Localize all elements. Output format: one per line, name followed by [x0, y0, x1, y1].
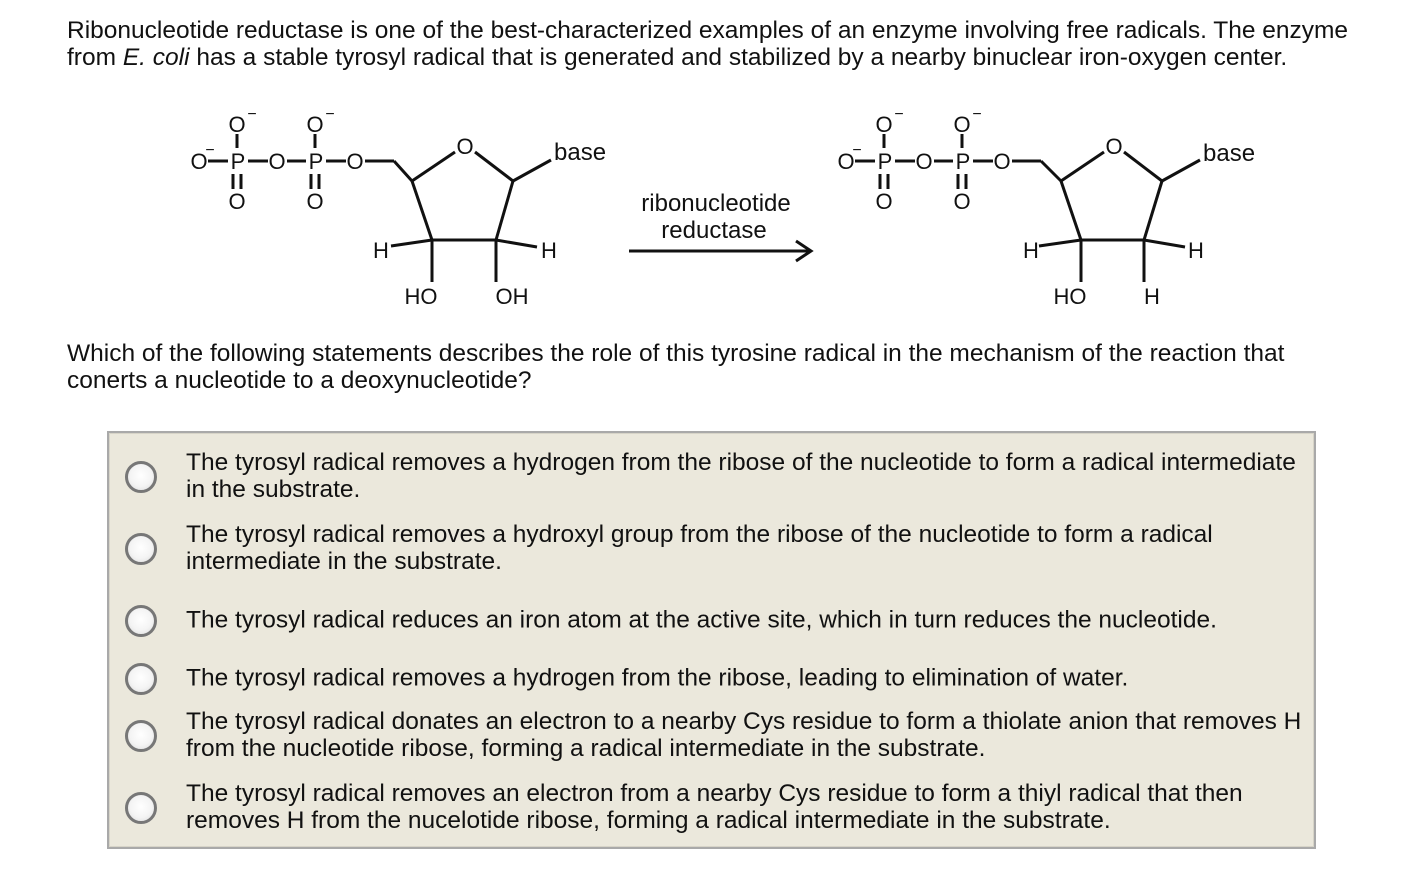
answer-option-4-text: The tyrosyl radical removes a hydrogen from the ribose, leading to elimination of water. [186, 664, 1129, 692]
arrow-label-line2: reductase [661, 217, 767, 244]
intro-text-part1: Ribonucleotide reductase is one of the best-characterized examples of an enzyme involving free radicals. The enzyme from [67, 17, 1349, 71]
intro-paragraph [67, 17, 1357, 71]
reaction-scheme-drawing [0, 100, 1404, 320]
reactant-h-right: H [541, 238, 557, 263]
reactant-ring-c4-o-bond [412, 152, 455, 181]
radio-button-icon[interactable] [125, 720, 157, 752]
reactant-o-double-2: O [306, 189, 324, 214]
reactant-minus-3: − [205, 142, 215, 159]
intro-organism: E. coli [122, 44, 190, 71]
reactant-h-left: H [373, 238, 389, 263]
radio-button-icon[interactable] [125, 533, 157, 565]
product-labels [837, 106, 1255, 309]
product-ring-c1-c2-bond [1144, 181, 1162, 240]
arrow-label-line1: ribonucleotide [641, 190, 791, 217]
answer-option-6[interactable] [109, 777, 1314, 837]
answer-option-3-text: The tyrosyl radical reduces an iron atom at the active site, which in turn reduces the nucleotide. [186, 606, 1217, 634]
answer-option-2-text: The tyrosyl radical removes a hydroxyl group from the ribose of the nucleotide to form a radical intermediate in the substrate. [186, 521, 1213, 575]
answer-options-panel [107, 431, 1316, 849]
reactant-minus-2: − [325, 106, 335, 123]
radio-button-icon[interactable] [125, 605, 157, 637]
reactant-ring-o: O [456, 134, 474, 159]
reaction-scheme [0, 100, 1404, 320]
product-p2: P [955, 149, 971, 174]
product-o-double-2: O [953, 189, 971, 214]
reactant-o-bridge-2: O [346, 149, 364, 174]
question-text: Which of the following statements describes the role of this tyrosine radical in the mechanism of the reaction that conerts a nucleotide to a deoxynucleotide? [67, 340, 1285, 394]
reactant-p1: P [230, 149, 246, 174]
reactant-o-terminal: O [190, 149, 208, 174]
product-c3-substituent: HO [1053, 284, 1087, 309]
product-o-minus-2: O [953, 112, 971, 137]
answer-option-4[interactable] [109, 648, 1314, 708]
reactant-o-double-1: O [228, 189, 246, 214]
product-base-label: base [1203, 140, 1256, 167]
product-ring-o-c1-bond [1124, 152, 1162, 181]
reactant-c2-h-bond [496, 240, 537, 247]
reactant-o-minus-2: O [306, 112, 324, 137]
product-c3-h-bond [1039, 240, 1081, 246]
product-c1-base-bond [1162, 160, 1200, 181]
reactant-ring-c1-c2-bond [496, 181, 513, 240]
answer-option-1[interactable] [109, 446, 1314, 506]
product-minus-1: − [894, 106, 904, 123]
reactant-labels [190, 106, 606, 309]
reactant-c3-substituent: HO [404, 284, 438, 309]
reactant-ring-c3-c4-bond [412, 181, 432, 240]
reactant-minus-1: − [247, 106, 257, 123]
product-h-right: H [1188, 238, 1204, 263]
product-h-left: H [1023, 238, 1039, 263]
product-o-minus-1: O [875, 112, 893, 137]
product-ring-c3-c4-bond [1061, 181, 1081, 240]
product-o-bridge-2: O [993, 149, 1011, 174]
reactant-base-label: base [554, 139, 607, 166]
product-o-bridge-1: O [915, 149, 933, 174]
reactant-c2-substituent: OH [495, 284, 529, 309]
reactant-c3-h-bond [391, 240, 432, 246]
radio-button-icon[interactable] [125, 663, 157, 695]
intro-text-part2: has a stable tyrosyl radical that is generated and stabilized by a nearby binuclear iron-oxygen center. [189, 44, 1288, 71]
product-ring-c4-o-bond [1061, 152, 1104, 181]
product-p1: P [877, 149, 893, 174]
reactant-ring-o-c1-bond [475, 152, 513, 181]
product-c2-substituent: H [1144, 284, 1160, 309]
answer-option-5-text: The tyrosyl radical donates an electron to a nearby Cys residue to form a thiolate anion that removes H from the nucleotide ribose, forming a radical intermediate in the substrate. [186, 708, 1302, 762]
answer-option-1-text: The tyrosyl radical removes a hydrogen from the ribose of the nucleotide to form a radical intermediate in the substrate. [186, 449, 1296, 503]
answer-option-3[interactable] [109, 590, 1314, 650]
reactant-ch2-c4-bond [394, 161, 412, 181]
product-o-double-1: O [875, 189, 893, 214]
reactant-o-minus-1: O [228, 112, 246, 137]
reactant-p2: P [308, 149, 324, 174]
product-ring-o: O [1105, 134, 1123, 159]
reactant-o-bridge-1: O [268, 149, 286, 174]
product-c2-h-bond [1144, 240, 1185, 247]
product-minus-2: − [972, 106, 982, 123]
product-o-terminal: O [837, 149, 855, 174]
radio-button-icon[interactable] [125, 792, 157, 824]
answer-option-2[interactable] [109, 518, 1314, 578]
reaction-arrow-group [629, 190, 811, 261]
reactant-c1-base-bond [513, 160, 551, 181]
answer-option-6-text: The tyrosyl radical removes an electron from a nearby Cys residue to form a thiyl radical that then removes H from the nucelotide ribose, forming a radical intermediate in the substrate. [186, 780, 1243, 834]
answer-option-5[interactable] [109, 705, 1314, 765]
radio-button-icon[interactable] [125, 461, 157, 493]
product-minus-3: − [852, 142, 862, 159]
product-ch2-c4-bond [1041, 161, 1061, 181]
